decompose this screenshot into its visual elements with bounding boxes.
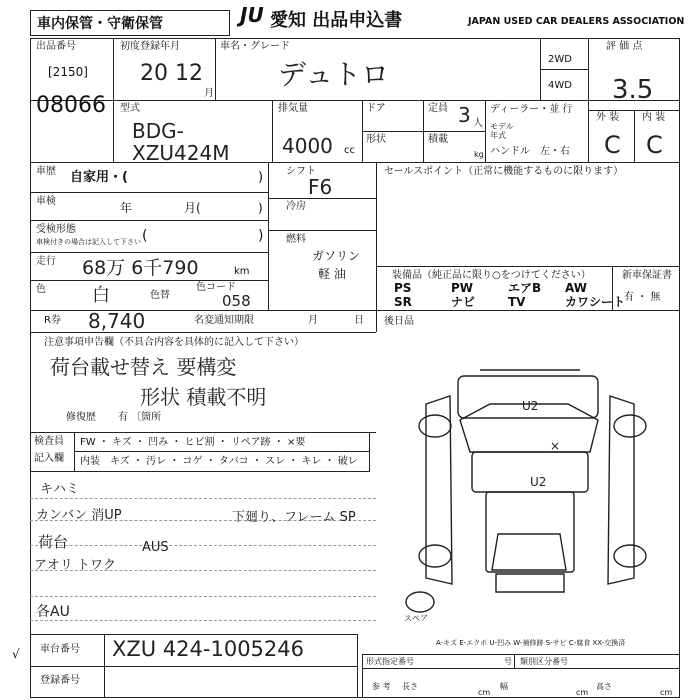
handle-options: 左・右 (540, 146, 570, 157)
aircon-label: 冷房 (286, 201, 306, 212)
score-label: 評 価 点 (606, 41, 643, 52)
mileage-value: 68万 6千790 (82, 257, 199, 279)
warranty-options: 有 ・ 無 (624, 292, 661, 303)
capacity-label: 定員 (428, 103, 448, 114)
form-title: 愛知 出品申込書 (270, 10, 403, 31)
door-label: ドア (366, 103, 386, 114)
form-designation-label: 形式指定番号 (366, 657, 414, 666)
inspection-year: 年 (120, 201, 133, 215)
equipment-grid (384, 281, 626, 310)
front-right-tire (614, 415, 646, 437)
shift-value: F6 (308, 175, 333, 199)
history-close: ) (258, 170, 264, 185)
capacity-unit: 人 (473, 118, 483, 129)
chassis-value: XZU 424-1005246 (112, 637, 305, 661)
remark-3: 荷台 (38, 533, 69, 551)
recycle-label: R券 (44, 315, 61, 326)
capacity-value: 3 (458, 103, 471, 127)
drive-4wd: 4WD (548, 80, 572, 91)
bottom-note: 各AU (36, 604, 70, 620)
equipment-item: カワシート (565, 295, 626, 309)
name-change-day: 日 (354, 315, 364, 326)
spare-label: スペア (404, 614, 428, 623)
notes-line1: 荷台載せ替え 要構変 (50, 355, 237, 379)
color-code-value: 058 (222, 292, 251, 310)
inspector-label2: 記入欄 (34, 453, 64, 464)
name-change-label: 名変通知期限 (194, 315, 254, 326)
name-change-month: 月 (308, 315, 318, 326)
consent-label: 受検形態 (36, 224, 76, 235)
inspector-label1: 検査員 (34, 436, 64, 447)
reg-month-unit: 月 (204, 88, 214, 99)
check-mark: √ (12, 647, 20, 661)
color-value: 白 (92, 285, 110, 306)
lot-label: 出品番号 (36, 41, 76, 52)
repair-value: 有 〔箇所 (118, 412, 162, 423)
displacement-label: 排気量 (278, 103, 308, 114)
score-value: 3.5 (612, 75, 654, 105)
lot-number: 08066 (36, 93, 106, 118)
length-label: 長さ (402, 682, 418, 691)
front-left-tire (419, 415, 451, 437)
inspector-inside-label: 内装 (80, 456, 100, 467)
inspection-close: ) (258, 201, 263, 215)
model-value: BDG- XZU424M (132, 119, 230, 165)
equipment-item: エアB (508, 281, 542, 295)
mileage-label: 走行 (36, 256, 56, 267)
model-year-label: モデル 年式 (490, 122, 514, 140)
class-label: 類別区分番号 (520, 657, 568, 666)
equipment-label: 装備品（純正品に限り○をつけてください） (392, 270, 591, 281)
ju-logo: JU (240, 3, 264, 27)
history-label: 車歴 (36, 166, 56, 177)
exterior-label: 外 装 (596, 112, 620, 123)
color-label: 色 (36, 284, 46, 295)
left-side (426, 396, 452, 584)
shift-label: シフト (286, 166, 316, 177)
interior-value: C (646, 131, 663, 159)
frame-note: 下廻り、フレーム SP (232, 510, 356, 525)
association-name: JAPAN USED CAR DEALERS ASSOCIATION (468, 16, 685, 27)
aus-note: AUS (142, 540, 169, 555)
inspection-label: 車検 (36, 196, 56, 207)
right-side (608, 396, 634, 584)
remark-4: アオリ トワク (34, 558, 117, 573)
shape-label: 形状 (366, 134, 386, 145)
exterior-value: C (604, 131, 621, 159)
rear-left-tire (419, 545, 451, 567)
consent-paren: ( (142, 228, 148, 244)
remark-2: カンバン 消UP (36, 508, 122, 523)
fuel-label: 燃料 (286, 234, 306, 245)
damage-mark-1: U2 (522, 399, 539, 413)
rear-date-label: 後日品 (384, 316, 414, 327)
cm-3: cm (660, 688, 673, 697)
color-change-label: 色替 (150, 290, 170, 301)
storage-box (30, 10, 230, 36)
drive-2wd: 2WD (548, 54, 572, 65)
load-label: 積載 (428, 134, 448, 145)
reg-value: 20 12 (140, 61, 203, 86)
equipment-item: AW (565, 281, 587, 295)
consent-close: ) (258, 228, 264, 244)
remark-1: キハミ (40, 482, 80, 497)
rear-bumper (496, 574, 564, 592)
notes-line2: 形状 積載不明 (140, 385, 267, 409)
equipment-item: SR (394, 295, 412, 309)
sales-point-label: セールスポイント（正常に機能するものに限ります） (384, 166, 624, 177)
reg-label: 初度登録年月 (120, 41, 180, 52)
cm-2: cm (576, 688, 589, 697)
inspection-month: 月( (184, 201, 201, 215)
chassis-label: 車台番号 (40, 644, 80, 655)
height-label: 高さ (596, 682, 612, 691)
notes-label: 注意事項申告欄（不具合内容を具体的に記入して下さい） (44, 337, 304, 348)
equipment-item: ナビ (451, 295, 476, 309)
inspector-inside-row: キズ ・ 汚レ ・ コゲ ・ タバコ ・ スレ ・ キレ ・ 破レ (110, 456, 358, 467)
damage-legend: A-キズ E-エクボ U-凹み W-補修跡 S-サビ C-腐食 XX-交換済 (436, 639, 626, 647)
model-label: 型式 (120, 103, 140, 114)
lot-sub: [2150] (48, 65, 88, 79)
history-value: 自家用・( (70, 170, 128, 185)
handle-label: ハンドル (490, 146, 530, 157)
dealer-label: ディーラー・並 行 (490, 104, 573, 115)
spare-tire (406, 592, 434, 612)
load-unit: kg (474, 150, 484, 159)
displacement-value: 4000 (282, 134, 333, 158)
cm-1: cm (478, 688, 491, 697)
reference-label: 参 考 (372, 682, 391, 691)
registration-label: 登録番号 (40, 675, 80, 686)
fuel-value2: 軽 油 (318, 267, 346, 281)
fuel-value1: ガソリン (312, 249, 361, 263)
load-bed (486, 492, 574, 572)
interior-label: 内 装 (642, 112, 666, 123)
form-number-1: 号 (504, 657, 512, 666)
equipment-item: TV (508, 295, 526, 309)
equipment-item: PS (394, 281, 412, 295)
storage-label: 車内保管・守衛保管 (37, 16, 163, 32)
rear-right-tire (614, 545, 646, 567)
damage-mark-2: U2 (530, 475, 547, 489)
equipment-item: PW (451, 281, 474, 295)
repair-label: 修復歴 (66, 412, 96, 423)
consent-sub: 車検付きの場合は記入して下さい (36, 238, 141, 246)
displacement-unit: cc (344, 145, 355, 156)
recycle-value: 8,740 (88, 309, 146, 333)
car-label: 車名・グレード (220, 41, 290, 52)
car-value: デュトロ (278, 58, 390, 91)
mileage-unit: km (234, 266, 250, 277)
color-code-label: 色コード (196, 282, 236, 293)
inspector-fw-row: FW ・ キズ ・ 凹み ・ ヒビ割 ・ リペア跡 ・ ×要 (80, 437, 306, 448)
damage-mark-3: × (550, 439, 561, 453)
width-label: 幅 (500, 682, 508, 691)
rear-panel (492, 534, 566, 570)
warranty-label: 新車保証書 (622, 270, 672, 281)
